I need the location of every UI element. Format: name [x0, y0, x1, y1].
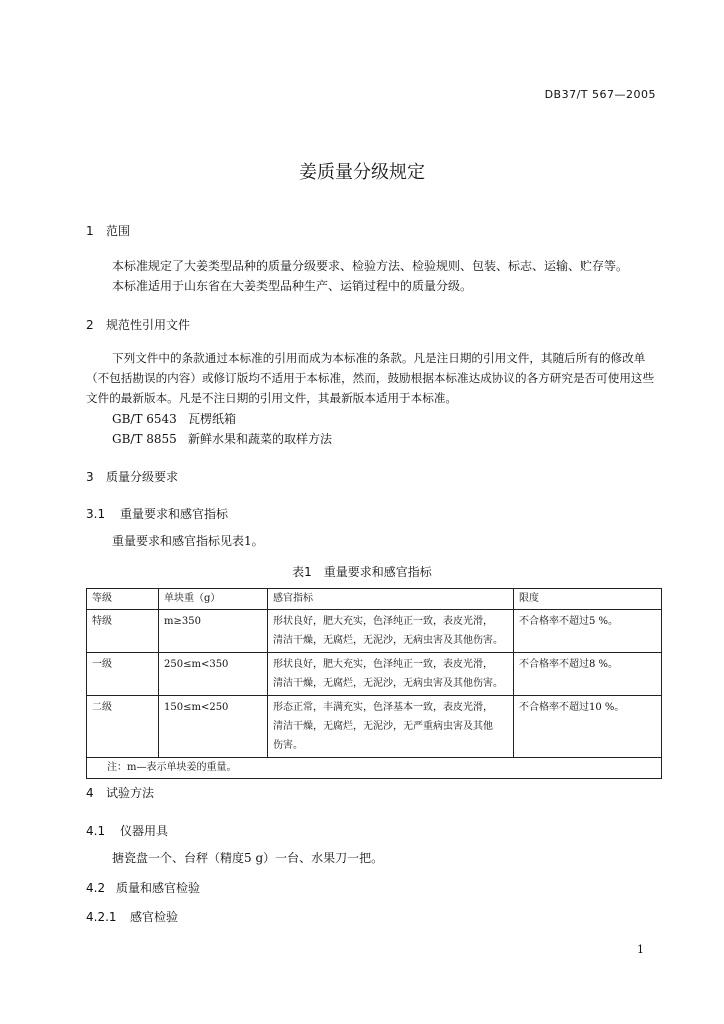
reference-code: GB/T 6543: [112, 412, 177, 426]
section-title: 规范性引用文件: [106, 318, 191, 332]
weight-cell: 250≤m<350: [159, 653, 268, 696]
section-4-heading: [86, 784, 154, 801]
section-title: 范围: [106, 224, 131, 238]
document-title: 姜质量分级规定: [299, 162, 425, 183]
section-4-1-heading: [86, 822, 168, 839]
grading-table: [86, 588, 662, 779]
section-title: 试验方法: [106, 786, 155, 800]
section-3-heading: [86, 468, 178, 485]
limit-cell: 不合格率不超过10 %。: [514, 696, 662, 758]
section-number: 4.2: [86, 881, 106, 895]
section-number: 3.1: [86, 507, 106, 521]
sensory-cell: [268, 653, 514, 696]
section-4-2-1-heading: [86, 908, 178, 925]
section-number: 2: [86, 318, 94, 332]
sensory-line: 形状良好，肥大充实，色泽纯正一致，表皮光滑，: [273, 616, 493, 627]
sensory-cell: [268, 610, 514, 653]
paragraph: 重量要求和感官指标见表1。: [112, 534, 264, 548]
weight-cell: 150≤m<250: [159, 696, 268, 758]
reference-item: [112, 410, 236, 427]
section-1-heading: [86, 222, 130, 239]
paragraph: 下列文件中的条款通过本标准的引用而成为本标准的条款。凡是注日期的引用文件，其随后所有的修改单（不包括勘误的内容）或修订版均不适用于本标准，然而，鼓励根据本标准达成协议的各方研究是否可使用这些文件的最新版本。凡是不注日期的引用文件，其最新版本适用于本标准。: [86, 351, 655, 405]
section-number: 4.1: [86, 824, 106, 838]
limit-cell: 不合格率不超过5 %。: [514, 610, 662, 653]
table-row: [87, 696, 662, 758]
table-header-row: [87, 589, 662, 610]
sensory-line: 清洁干燥，无腐烂，无泥沙，无病虫害及其他伤害。: [273, 635, 503, 646]
section-3-1-heading: [86, 505, 228, 522]
section-title: 重量要求和感官指标: [120, 507, 229, 521]
sensory-line: 清洁干燥，无腐烂，无泥沙，无病虫害及其他伤害。: [273, 678, 503, 689]
section-number: 4.2.1: [86, 910, 117, 924]
section-number: 3: [86, 470, 94, 484]
sensory-line: 清洁干燥，无腐烂，无泥沙，无严重病虫害及其他: [273, 721, 493, 732]
sensory-line: 形态正常，丰满充实，色泽基本一致，表皮光滑，: [273, 702, 493, 713]
reference-title: 新鲜水果和蔬菜的取样方法: [188, 432, 333, 446]
table-note-row: [87, 758, 662, 779]
grade-cell: 二级: [87, 696, 159, 758]
sensory-line: 形状良好，肥大充实，色泽纯正一致，表皮光滑，: [273, 659, 493, 670]
reference-title: 瓦楞纸箱: [188, 412, 237, 426]
paragraph: 搪瓷盘一个、台秤（精度5 g）一台、水果刀一把。: [112, 851, 384, 865]
weight-cell: m≥350: [159, 610, 268, 653]
header-cell: 感官指标: [268, 589, 514, 610]
section-title: 质量和感官检验: [116, 881, 201, 895]
section-title: 仪器用具: [120, 824, 169, 838]
table-row: [87, 610, 662, 653]
header-cell: 等级: [87, 589, 159, 610]
reference-code: GB/T 8855: [112, 432, 177, 446]
reference-item: [112, 430, 332, 447]
section-number: 1: [86, 224, 94, 238]
sensory-cell: [268, 696, 514, 758]
paragraph: 本标准适用于山东省在大姜类型品种生产、运销过程中的质量分级。: [112, 279, 473, 293]
section-title: 感官检验: [130, 910, 179, 924]
page-number: 1: [637, 943, 644, 956]
standard-code: DB37/T 567—2005: [544, 88, 656, 101]
table-note: 注：m—表示单块姜的重量。: [87, 758, 662, 779]
grade-cell: 一级: [87, 653, 159, 696]
header-cell: 限度: [514, 589, 662, 610]
limit-cell: 不合格率不超过8 %。: [514, 653, 662, 696]
section-title: 质量分级要求: [106, 470, 179, 484]
table-caption: 表1 重量要求和感官指标: [292, 565, 432, 579]
header-cell: 单块重（g）: [159, 589, 268, 610]
section-4-2-heading: [86, 879, 200, 896]
sensory-line: 伤害。: [273, 740, 303, 751]
paragraph: 本标准规定了大姜类型品种的质量分级要求、检验方法、检验规则、包装、标志、运输、贮存等。: [112, 259, 629, 273]
section-2-heading: [86, 316, 190, 333]
table-row: [87, 653, 662, 696]
grade-cell: 特级: [87, 610, 159, 653]
section-number: 4: [86, 786, 94, 800]
